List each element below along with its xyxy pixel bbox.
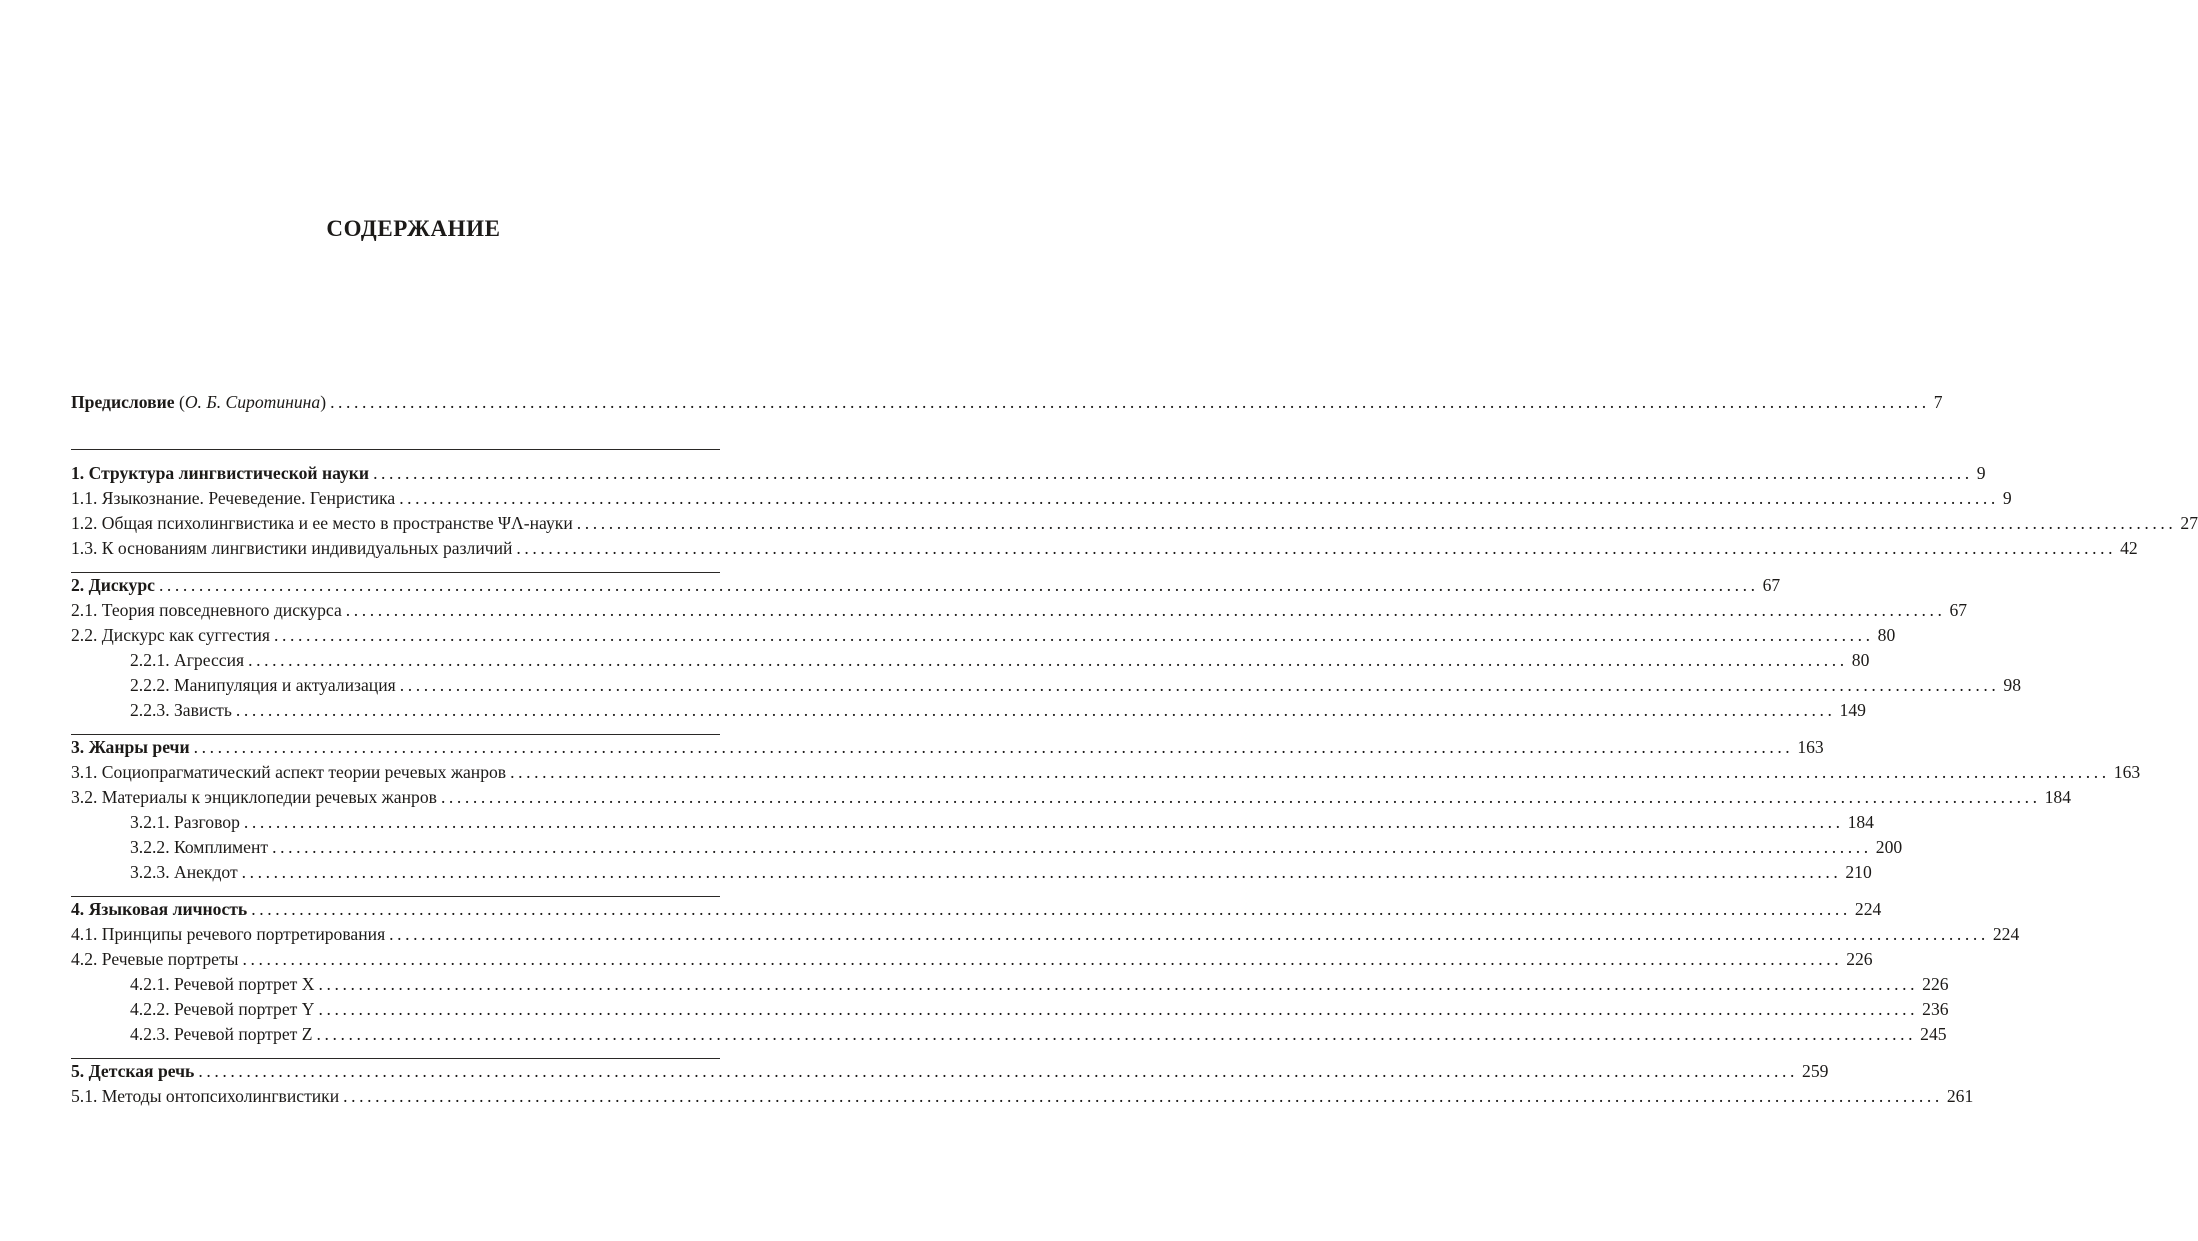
toc-page-number: 163: [2113, 762, 2141, 782]
toc-entry[interactable]: [130, 860, 1872, 885]
toc-entry[interactable]: [71, 623, 1896, 648]
dot-leader: ........................................................................................................................................................................................................: [516, 538, 2117, 558]
dot-leader: ........................................................................................................................................................................................................: [399, 488, 1999, 508]
toc-page-number: 224: [1854, 899, 1882, 919]
toc-entry[interactable]: [71, 461, 1986, 486]
toc-entry-label: 3.2.2. Комплимент: [130, 837, 269, 857]
toc-entry[interactable]: [71, 486, 2012, 511]
toc-page-number: 236: [1922, 999, 1949, 1019]
toc-entry[interactable]: [71, 735, 1824, 760]
toc-entry-label: 3.2. Материалы к энциклопедии речевых жанров: [71, 787, 437, 807]
toc-page-number: 9: [1976, 463, 1986, 483]
toc-entry[interactable]: [71, 511, 2198, 536]
toc-entry-label: 4.2.2. Речевой портрет Y: [130, 999, 315, 1019]
toc-entry[interactable]: [130, 1022, 1947, 1047]
dot-leader: ........................................................................................................................................................................................................: [316, 1024, 1917, 1044]
dot-leader: ........................................................................................................................................................................................................: [158, 575, 1759, 595]
toc-entry-label: 1.3. К основаниям лингвистики индивидуальных различий: [71, 538, 513, 558]
toc-entry[interactable]: [71, 573, 1781, 598]
toc-page-number: 67: [1949, 600, 1968, 620]
dot-leader: ........................................................................................................................................................................................................: [399, 675, 2000, 695]
toc-page-number: 67: [1762, 575, 1781, 595]
toc-entry[interactable]: [130, 835, 1903, 860]
dot-leader: ........................................................................................................................................................................................................: [318, 999, 1919, 1019]
section-divider: [71, 1058, 720, 1059]
toc-page-number: 210: [1845, 862, 1872, 882]
toc-entry[interactable]: [130, 997, 1949, 1022]
toc-entry-label: 4. Языковая личность: [71, 899, 248, 919]
toc-entry-label: 2.2.3. Зависть: [130, 700, 232, 720]
toc-entry-label: 5. Детская речь: [71, 1061, 195, 1081]
dot-leader: ........................................................................................................................................................................................................: [248, 650, 1848, 670]
toc-page-number: 184: [1847, 812, 1874, 832]
toc-entry-label: 3.2.1. Разговор: [130, 812, 240, 832]
toc-page-number: 80: [1851, 650, 1870, 670]
toc-entry[interactable]: [71, 760, 2141, 785]
toc-page-number: 226: [1922, 974, 1949, 994]
dot-leader: ........................................................................................................................................................................................................: [273, 625, 1874, 645]
toc-preface-paren-close: ): [320, 392, 327, 412]
toc-entry-label: 4.2. Речевые портреты: [71, 949, 239, 969]
toc-entry-label: 4.2.3. Речевой портрет Z: [130, 1024, 313, 1044]
toc-entry-label: 2.2. Дискурс как суггестия: [71, 625, 270, 645]
dot-leader: ........................................................................................................................................................................................................: [251, 899, 1851, 919]
dot-leader: ........................................................................................................................................................................................................: [576, 513, 2177, 533]
dot-leader: ........................................................................................................................................................................................................: [440, 787, 2041, 807]
toc-entry-label: Предисловие: [71, 392, 175, 412]
section-divider: [71, 449, 720, 450]
toc-page-number: 9: [2002, 488, 2012, 508]
toc-page-number: 200: [1875, 837, 1903, 857]
toc-entry-label: 5.1. Методы онтопсихолингвистики: [71, 1086, 340, 1106]
toc-page-number: 7: [1933, 392, 1943, 412]
toc-page-number: 149: [1839, 700, 1866, 720]
toc-page-number: 98: [2003, 675, 2021, 695]
toc-entry-label: 2. Дискурс: [71, 575, 155, 595]
dot-leader: ........................................................................................................................................................................................................: [241, 862, 1842, 882]
toc-entry[interactable]: [71, 897, 1882, 922]
toc-entry-label: 2.2.2. Манипуляция и актуализация: [130, 675, 396, 695]
toc-entry-label: 2.1. Теория повседневного дискурса: [71, 600, 342, 620]
toc-entry-label: 1. Структура лингвистической науки: [71, 463, 370, 483]
toc-entry-label: 3. Жанры речи: [71, 737, 190, 757]
dot-leader: ........................................................................................................................................................................................................: [272, 837, 1872, 857]
toc-entry-label: 3.2.3. Анекдот: [130, 862, 238, 882]
toc-entry[interactable]: [71, 536, 2138, 561]
toc-page-number: 184: [2044, 787, 2072, 807]
toc-preface-paren-open: (: [174, 392, 185, 412]
dot-leader: ........................................................................................................................................................................................................: [510, 762, 2110, 782]
toc-entry[interactable]: [71, 922, 2020, 947]
toc-entry-label: 2.2.1. Агрессия: [130, 650, 245, 670]
section-divider: [71, 734, 720, 735]
toc-page-number: 42: [2120, 538, 2138, 558]
toc-entry[interactable]: [130, 810, 1874, 835]
toc-page-number: 245: [1920, 1024, 1947, 1044]
toc-entry-label: 4.1. Принципы речевого портретирования: [71, 924, 386, 944]
dot-leader: ........................................................................................................................................................................................................: [389, 924, 1989, 944]
toc-entry[interactable]: [71, 1059, 1829, 1084]
toc-entry[interactable]: [71, 598, 1968, 623]
toc-entry[interactable]: [130, 698, 1866, 723]
dot-leader: ........................................................................................................................................................................................................: [345, 600, 1946, 620]
toc-page-number: 27: [2180, 513, 2198, 533]
toc-entry-label: 4.2.1. Речевой портрет X: [130, 974, 315, 994]
toc-entry-label: 1.2. Общая психолингвистика и ее место в пространстве ΨΛ-науки: [71, 513, 573, 533]
dot-leader: ........................................................................................................................................................................................................: [198, 1061, 1799, 1081]
toc-entry[interactable]: [130, 673, 2021, 698]
toc-entry[interactable]: [130, 972, 1949, 997]
toc-page-number: 224: [1992, 924, 2020, 944]
section-divider: [71, 896, 720, 897]
toc-page-number: 163: [1797, 737, 1824, 757]
dot-leader: ........................................................................................................................................................................................................: [235, 700, 1836, 720]
toc-page-number: 259: [1802, 1061, 1829, 1081]
toc-entry[interactable]: [71, 785, 2072, 810]
section-divider: [71, 572, 720, 573]
toc-entry-label: 1.1. Языкознание. Речеведение. Генристика: [71, 488, 396, 508]
dot-leader: ........................................................................................................................................................................................................: [193, 737, 1794, 757]
toc-entry[interactable]: [71, 1084, 1974, 1109]
toc-page-number: 226: [1846, 949, 1873, 969]
page-title: СОДЕРЖАНИЕ: [326, 216, 501, 241]
dot-leader: ........................................................................................................................................................................................................: [330, 392, 1930, 412]
toc-preface-author: О. Б. Сиротинина: [184, 392, 321, 412]
toc-entry-label: 3.1. Социопрагматический аспект теории речевых жанров: [71, 762, 507, 782]
toc-page-number: 80: [1877, 625, 1896, 645]
toc-entry-preface[interactable]: [71, 390, 1943, 415]
dot-leader: ........................................................................................................................................................................................................: [243, 812, 1844, 832]
dot-leader: ........................................................................................................................................................................................................: [242, 949, 1843, 969]
toc-page-number: 261: [1946, 1086, 1974, 1106]
dot-leader: ........................................................................................................................................................................................................: [373, 463, 1973, 483]
dot-leader: ........................................................................................................................................................................................................: [318, 974, 1919, 994]
toc-entry[interactable]: [130, 648, 1870, 673]
toc-entry[interactable]: [71, 947, 1873, 972]
dot-leader: ........................................................................................................................................................................................................: [343, 1086, 1943, 1106]
